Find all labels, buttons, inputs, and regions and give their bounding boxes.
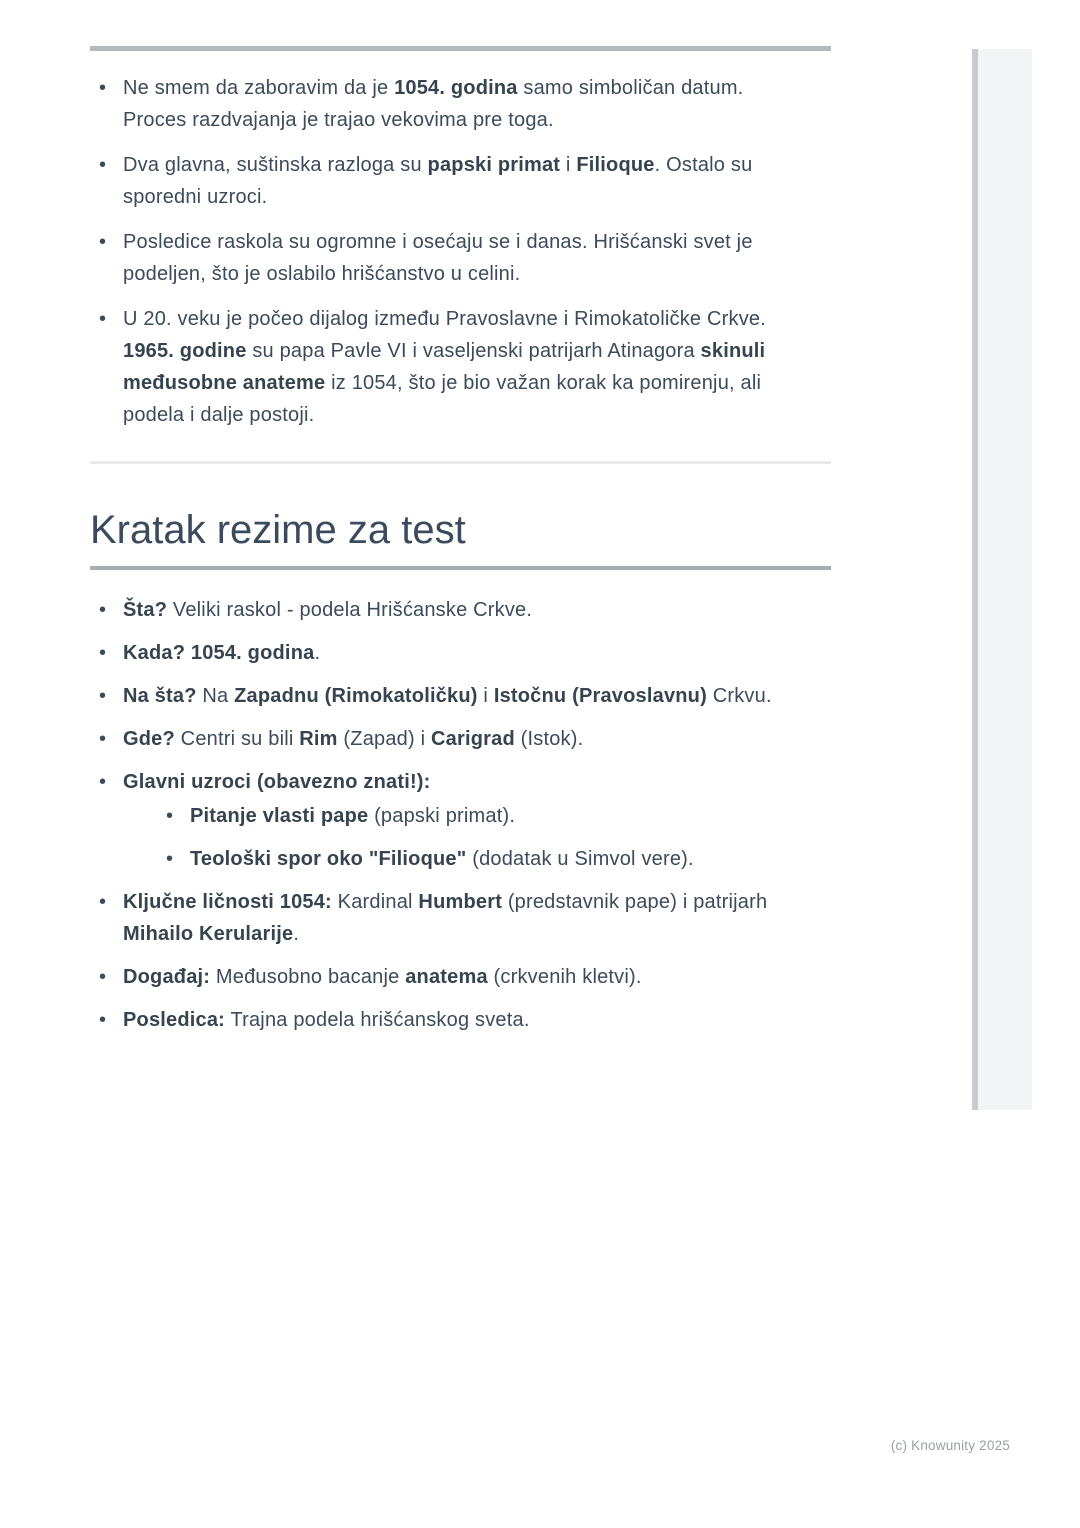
- list-item: [90, 303, 838, 431]
- text-run: Šta?: [123, 599, 168, 621]
- next-page-edge[interactable]: [972, 49, 1032, 1110]
- text-run: Glavni uzroci (obavezno znati!):: [123, 771, 431, 793]
- sub-list: [123, 800, 838, 875]
- text-run: 1054. godina: [394, 77, 518, 99]
- text-run: Dva glavna, suštinska razloga su: [123, 154, 428, 176]
- text-run: Međusobno bacanje: [210, 966, 406, 988]
- text-run: su papa Pavle VI i vaseljenski patrijarh Atinagora: [246, 340, 701, 362]
- text-run: Veliki raskol - podela Hrišćanske Crkve.: [167, 599, 533, 621]
- list-item: [157, 843, 838, 875]
- text-run: međusobne anateme: [123, 372, 326, 394]
- text-run: .: [314, 642, 321, 664]
- text-run: sporedni uzroci.: [123, 186, 268, 208]
- text-run: . Ostalo su: [654, 154, 753, 176]
- summary-list: [90, 594, 838, 1047]
- text-run: Istočnu (Pravoslavnu): [493, 685, 707, 707]
- text-run: Filioque: [576, 154, 655, 176]
- text-run: U 20. veku je počeo dijalog između Pravoslavne i Rimokatoličke Crkve.: [123, 308, 766, 330]
- section-heading: Kratak rezime za test: [90, 508, 466, 552]
- list-item: [90, 226, 838, 290]
- list-item: [90, 1004, 838, 1036]
- text-run: Carigrad: [431, 728, 515, 750]
- text-run: 1965. godine: [123, 340, 247, 362]
- text-run: samo simboličan datum.: [517, 77, 744, 99]
- intro-notes-list: [90, 72, 838, 444]
- list-item: [90, 680, 838, 712]
- text-run: Posledica:: [123, 1009, 226, 1031]
- list-item: [157, 800, 838, 832]
- text-run: podeljen, što je oslabilo hrišćanstvo u celini.: [123, 263, 521, 285]
- text-run: (papski primat).: [368, 805, 516, 827]
- text-run: Crkvu.: [706, 685, 772, 707]
- text-run: (Istok).: [514, 728, 584, 750]
- text-run: Posledice raskola su ogromne i osećaju se i danas. Hrišćanski svet je: [123, 231, 753, 253]
- text-run: Humbert: [418, 891, 503, 913]
- text-run: skinuli: [700, 340, 766, 362]
- text-run: Događaj:: [123, 966, 211, 988]
- text-run: Pitanje vlasti pape: [190, 805, 369, 827]
- list-item: [90, 766, 838, 875]
- text-run: anatema: [405, 966, 488, 988]
- text-run: Rim: [299, 728, 338, 750]
- text-run: Mihailo Kerularije: [123, 923, 294, 945]
- text-run: papski primat: [427, 154, 561, 176]
- copyright-note: (c) Knowunity 2025: [890, 1438, 1010, 1453]
- list-item: [90, 149, 838, 213]
- text-run: Proces razdvajanja je trajao vekovima pre toga.: [123, 109, 554, 131]
- top-divider: [90, 46, 831, 51]
- text-run: Ključne ličnosti 1054:: [123, 891, 332, 913]
- text-run: (dodatak u Simvol vere).: [466, 848, 694, 870]
- list-item: [90, 961, 838, 993]
- text-run: Zapadnu (Rimokatoličku): [234, 685, 478, 707]
- heading-underline: [90, 566, 831, 570]
- list-item: [90, 723, 838, 755]
- text-run: (crkvenih kletvi).: [487, 966, 642, 988]
- text-run: (predstavnik pape) i patrijarh: [502, 891, 768, 913]
- text-run: i: [477, 685, 494, 707]
- text-run: podela i dalje postoji.: [123, 404, 315, 426]
- text-run: Gde?: [123, 728, 175, 750]
- text-run: Centri su bili: [174, 728, 300, 750]
- list-item: [90, 594, 838, 626]
- text-run: Na šta?: [123, 685, 197, 707]
- text-run: Kada? 1054. godina: [123, 642, 315, 664]
- text-run: (Zapad) i: [337, 728, 432, 750]
- text-run: Teološki spor oko "Filioque": [190, 848, 467, 870]
- list-item: [90, 72, 838, 136]
- section-divider: [90, 461, 831, 464]
- text-run: Ne smem da zaboravim da je: [123, 77, 395, 99]
- list-item: [90, 637, 838, 669]
- text-run: Trajna podela hrišćanskog sveta.: [225, 1009, 530, 1031]
- text-run: .: [293, 923, 300, 945]
- text-run: Na: [196, 685, 235, 707]
- text-run: Kardinal: [331, 891, 419, 913]
- text-run: i: [560, 154, 577, 176]
- text-run: iz 1054, što je bio važan korak ka pomirenju, ali: [325, 372, 762, 394]
- list-item: [90, 886, 838, 950]
